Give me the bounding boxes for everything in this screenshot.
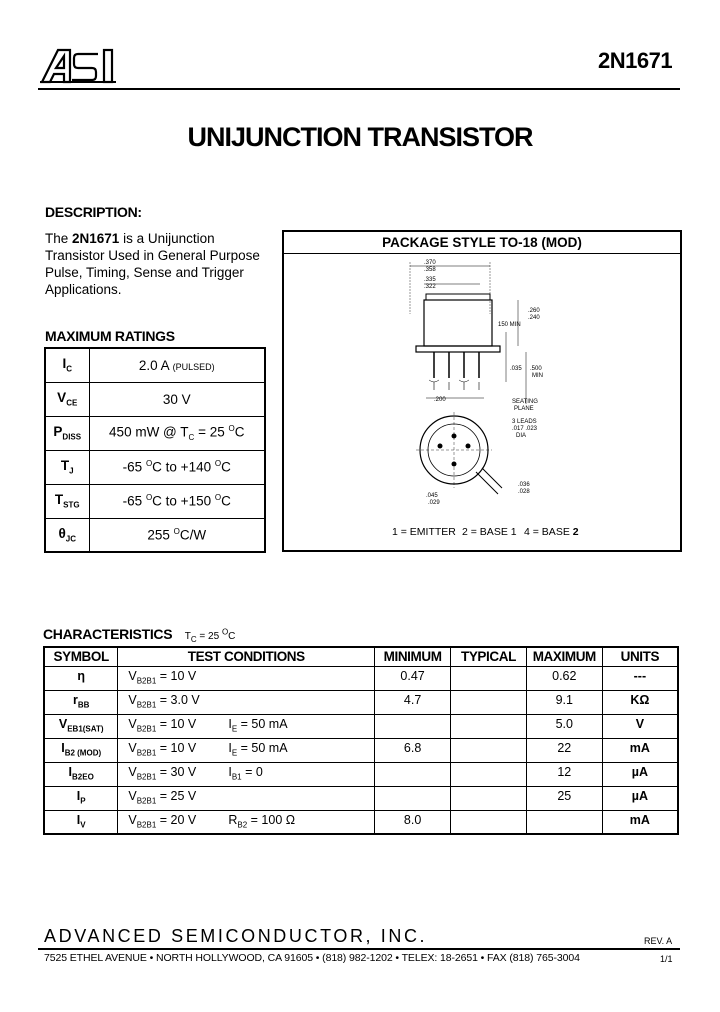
company-name: ADVANCED SEMICONDUCTOR, INC.	[44, 926, 428, 946]
pin-4-bold: 2	[572, 526, 579, 538]
rating-symbol: $\theta_{JC}$	[45, 518, 89, 552]
dim-tab-d: .029	[428, 500, 440, 506]
dim-top-a: .370	[424, 260, 436, 266]
cell-conditions: $V_{B2B1} = 3.0$ V	[118, 690, 375, 714]
cell-maximum	[526, 810, 602, 834]
table-row	[44, 738, 678, 762]
dim-tab-b: .028	[518, 489, 530, 495]
rating-value: 2.0 A (PULSED)	[89, 348, 265, 382]
rating-symbol: $T_{STG}$	[45, 484, 89, 518]
cell-conditions: $V_{B2B1} = 30$ V $I_{B1} = 0$	[118, 762, 375, 786]
cell-units: mA	[602, 810, 678, 834]
dim-right-b: .240	[528, 315, 540, 321]
seating-1: SEATING	[512, 399, 538, 405]
cell-conditions: $V_{B2B1} = 10$ V	[118, 666, 375, 690]
package-title: PACKAGE STYLE TO-18 (MOD)	[284, 232, 680, 254]
characteristics-table	[43, 646, 679, 835]
package-drawing	[284, 254, 680, 550]
cell-maximum: 9.1	[526, 690, 602, 714]
cell-maximum: 22	[526, 738, 602, 762]
description-part: 2N1671	[72, 231, 120, 246]
characteristics-heading-row	[43, 626, 235, 644]
cell-minimum: 0.47	[375, 666, 451, 690]
dim-bottom: .200	[434, 397, 446, 403]
leads-3: DIA	[516, 433, 527, 439]
dim-lead-a: .035	[510, 366, 522, 372]
cell-typical	[451, 714, 527, 738]
dim-tab-c: .045	[426, 493, 438, 499]
cell-units: µA	[602, 786, 678, 810]
cell-units: µA	[602, 762, 678, 786]
cell-symbol: $V_{EB1(SAT)}$	[44, 714, 118, 738]
cell-maximum: 5.0	[526, 714, 602, 738]
description-body: is a Unijunction Transistor Used in General Purpose Pulse, Timing, Sense and Trigger Applications.	[45, 231, 260, 297]
package-box	[282, 230, 682, 552]
header-maximum: MAXIMUM	[526, 647, 602, 666]
cell-minimum: 6.8	[375, 738, 451, 762]
characteristics-condition: $T_C = 25$ $^O$C	[184, 627, 236, 644]
pin-1: 1 = EMITTER	[392, 526, 456, 538]
table-row	[44, 810, 678, 834]
cell-units: V	[602, 714, 678, 738]
table-row	[44, 714, 678, 738]
dim-top-b: .358	[424, 267, 436, 273]
cell-symbol: $I_P$	[44, 786, 118, 810]
table-row	[44, 762, 678, 786]
cell-typical	[451, 786, 527, 810]
asi-logo	[40, 44, 116, 84]
leads-1: 3 LEADS	[512, 419, 537, 425]
table-row	[44, 666, 678, 690]
cell-units: KΩ	[602, 690, 678, 714]
pin-4-prefix: 4 = BASE	[524, 526, 573, 538]
table-row	[45, 484, 265, 518]
cell-symbol: η	[44, 666, 118, 690]
cell-units: mA	[602, 738, 678, 762]
dim-top-c: .335	[424, 277, 436, 283]
dim-side: 150 MIN	[498, 322, 521, 328]
header-typical: TYPICAL	[451, 647, 527, 666]
cell-symbol: $I_{B2EO}$	[44, 762, 118, 786]
cell-maximum: 25	[526, 786, 602, 810]
table-row	[45, 518, 265, 552]
dim-tab-a: .036	[518, 482, 530, 488]
leads-2: .017 .023	[512, 426, 538, 432]
cell-symbol: $r_{BB}$	[44, 690, 118, 714]
dim-right-a: .260	[528, 308, 540, 314]
rating-value: 255 $^O$C/W	[89, 518, 265, 552]
rating-symbol: $I_C$	[45, 348, 89, 382]
seating-2: PLANE	[514, 406, 534, 412]
pin-2: 2 = BASE 1	[462, 526, 517, 538]
cell-typical	[451, 738, 527, 762]
header-symbol: SYMBOL	[44, 647, 118, 666]
cell-minimum	[375, 762, 451, 786]
max-ratings-heading: MAXIMUM RATINGS	[45, 328, 175, 344]
description-prefix: The	[45, 231, 73, 246]
dim-top-d: .322	[424, 284, 436, 290]
cell-maximum: 12	[526, 762, 602, 786]
dim-lead-c: MIN	[532, 373, 543, 379]
rating-value: 30 V	[89, 382, 265, 416]
cell-conditions: $V_{B2B1} = 10$ V $I_E = 50$ mA	[118, 714, 375, 738]
table-row	[45, 416, 265, 450]
rating-symbol: $T_J$	[45, 450, 89, 484]
cell-symbol: $I_V$	[44, 810, 118, 834]
cell-conditions: $V_{B2B1} = 20$ V $R_{B2} = 100$ Ω	[118, 810, 375, 834]
cell-conditions: $V_{B2B1} = 10$ V $I_E = 50$ mA	[118, 738, 375, 762]
rating-symbol: $V_{CE}$	[45, 382, 89, 416]
svg-text:4 = BASE 2	[524, 526, 579, 538]
table-row	[45, 382, 265, 416]
table-row	[45, 450, 265, 484]
rating-symbol: $P_{DISS}$	[45, 416, 89, 450]
company-address: 7525 ETHEL AVENUE • NORTH HOLLYWOOD, CA 91605 • (818) 982-1202 • TELEX: 18-2651 • FAX (818) 765-3004	[44, 952, 580, 964]
rating-value: -65 $^O$C to +150 $^O$C	[89, 484, 265, 518]
cell-minimum	[375, 714, 451, 738]
header-units: UNITS	[602, 647, 678, 666]
cell-typical	[451, 762, 527, 786]
header-rule	[38, 88, 680, 90]
cell-minimum	[375, 786, 451, 810]
cell-symbol: $I_{B2 (MOD)}$	[44, 738, 118, 762]
part-number: 2N1671	[598, 48, 673, 73]
characteristics-heading: CHARACTERISTICS	[43, 626, 173, 642]
description-heading: DESCRIPTION:	[45, 204, 142, 220]
description-text	[45, 230, 275, 298]
cell-typical	[451, 666, 527, 690]
table-row	[45, 348, 265, 382]
cell-typical	[451, 810, 527, 834]
revision: REV. A	[644, 936, 673, 946]
max-ratings-table	[44, 347, 266, 553]
footer-rule	[38, 948, 680, 950]
table-row	[44, 690, 678, 714]
table-row	[44, 786, 678, 810]
cell-conditions: $V_{B2B1} = 25$ V	[118, 786, 375, 810]
rating-value: -65 $^O$C to +140 $^O$C	[89, 450, 265, 484]
table-header-row	[44, 647, 678, 666]
header-test-conditions: TEST CONDITIONS	[118, 647, 375, 666]
page-number: 1/1	[660, 954, 673, 964]
rating-value: 450 mW @ $T_C = 25$ $^O$C	[89, 416, 265, 450]
header-minimum: MINIMUM	[375, 647, 451, 666]
cell-maximum: 0.62	[526, 666, 602, 690]
cell-minimum: 8.0	[375, 810, 451, 834]
cell-typical	[451, 690, 527, 714]
page-title: UNIJUNCTION TRANSISTOR	[187, 122, 533, 152]
cell-minimum: 4.7	[375, 690, 451, 714]
dim-lead-b: .500	[530, 366, 542, 372]
cell-units: ---	[602, 666, 678, 690]
